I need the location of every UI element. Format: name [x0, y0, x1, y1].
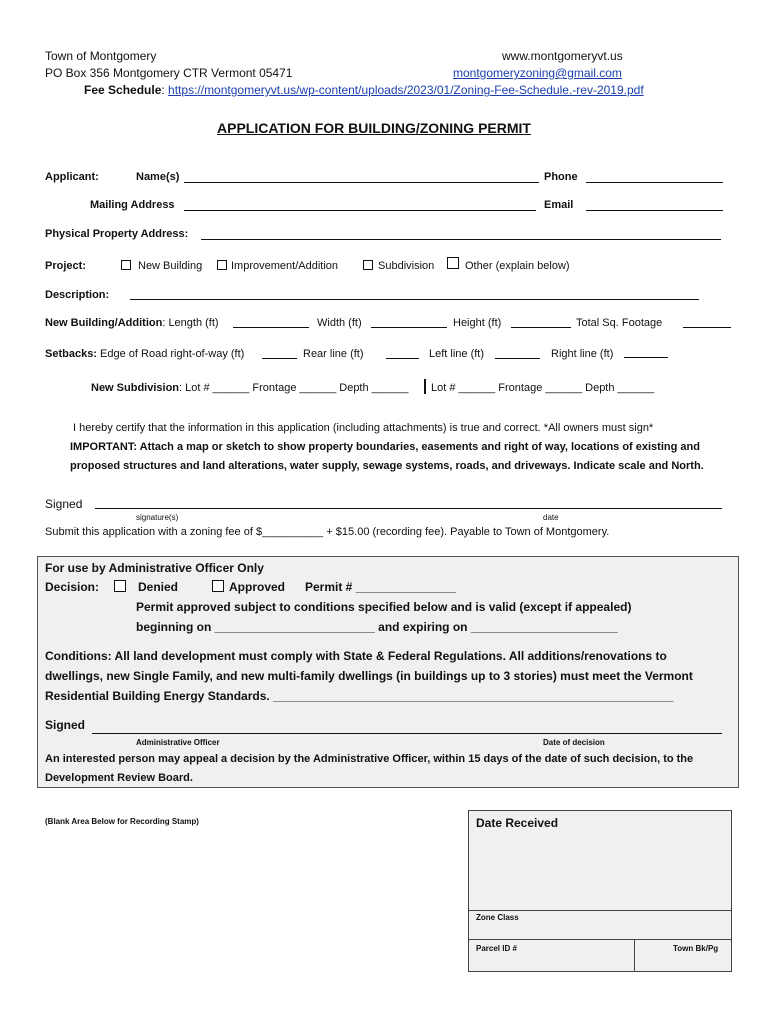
width-field[interactable]: [371, 327, 447, 328]
appeal-line-1: An interested person may appeal a decision by the Administrative Officer, within 15 days of the date of such decision, to the: [45, 753, 694, 765]
town-name: Town of Montgomery: [45, 49, 157, 63]
email-link[interactable]: montgomeryzoning@gmail.com: [453, 66, 622, 80]
approved-checkbox[interactable]: [212, 580, 224, 592]
email-field[interactable]: [586, 210, 723, 211]
parcel-vertical-divider: [634, 939, 635, 972]
fee-schedule-link[interactable]: https://montgomeryvt.us/wp-content/uploads/2023/01/Zoning-Fee-Schedule.-rev-2019.pdf: [168, 83, 644, 97]
right-field[interactable]: [624, 357, 668, 358]
beginning-line: beginning on ________________________ and expiring on ______________________: [136, 620, 618, 634]
date-received-label: Date Received: [476, 816, 559, 830]
improvement-option: Improvement/Addition: [231, 260, 338, 272]
approved-label: Approved: [229, 580, 286, 594]
right-label: Right line (ft): [551, 348, 614, 360]
signed-label: Signed: [45, 497, 83, 511]
subdivision-row: [91, 382, 408, 394]
subdivision-text-2: Lot # ______ Frontage ______ Depth ______: [431, 382, 655, 394]
parcel-label: Parcel ID #: [476, 944, 517, 953]
width-label: Width (ft): [317, 317, 362, 329]
fee-schedule-line: Fee Schedule: https://montgomeryvt.us/wp-content/uploads/2023/01/Zoning-Fee-Schedule.-rev-2019.pdf: [84, 83, 644, 97]
improvement-checkbox[interactable]: [217, 260, 227, 270]
certify-text: I hereby certify that the information in this application (including attachments) is true and correct. *All owners must sign*: [73, 422, 654, 434]
zone-class-divider: [468, 910, 732, 911]
page-title: APPLICATION FOR BUILDING/ZONING PERMIT: [217, 120, 531, 136]
signature-field[interactable]: [95, 508, 722, 509]
new-building-label: New Building/Addition: [45, 317, 163, 329]
new-building-row: [45, 317, 219, 329]
email-label: Email: [544, 199, 574, 211]
length-label: : Length (ft): [162, 317, 219, 329]
other-checkbox[interactable]: [447, 257, 459, 269]
property-field[interactable]: [201, 239, 721, 240]
names-label: Name(s): [136, 171, 180, 183]
important-line-1: IMPORTANT: Attach a map or sketch to show property boundaries, easements and right of way, locations of existing and: [70, 441, 700, 453]
rear-label: Rear line (ft): [303, 348, 364, 360]
left-field[interactable]: [495, 358, 540, 359]
admin-heading: For use by Administrative Officer Only: [45, 561, 264, 575]
project-label: Project:: [45, 260, 86, 272]
signatures-caption: signature(s): [136, 513, 179, 522]
parcel-divider: [468, 939, 732, 940]
road-field[interactable]: [262, 358, 297, 359]
description-field[interactable]: [130, 299, 699, 300]
description-label: Description:: [45, 289, 110, 301]
date-caption: date: [543, 513, 559, 522]
conditions-3: Residential Building Energy Standards. ____________________________________________________________: [45, 689, 674, 703]
conditions-line: Permit approved subject to conditions specified below and is valid (except if appealed): [136, 600, 632, 614]
website[interactable]: www.montgomeryvt.us: [502, 49, 623, 63]
setbacks-label: Setbacks:: [45, 348, 97, 360]
zone-class-label: Zone Class: [476, 913, 519, 922]
names-field[interactable]: [184, 182, 539, 183]
subdivision-label: New Subdivision: [91, 382, 180, 394]
left-label: Left line (ft): [429, 348, 485, 360]
admin-signed-label: Signed: [45, 718, 86, 732]
denied-label: Denied: [138, 580, 179, 594]
important-line-2: proposed structures and land alterations, water supply, sewage systems, roads, and driveways. Indicate scale and North.: [70, 460, 704, 472]
subdivision-checkbox[interactable]: [363, 260, 373, 270]
officer-caption: Administrative Officer: [136, 738, 220, 747]
phone-field[interactable]: [586, 182, 723, 183]
phone-label: Phone: [544, 171, 578, 183]
total-field[interactable]: [683, 327, 731, 328]
fee-label: Fee Schedule: [84, 83, 162, 97]
other-option: Other (explain below): [465, 260, 570, 272]
property-label: Physical Property Address:: [45, 228, 189, 240]
rear-field[interactable]: [386, 358, 419, 359]
setbacks-row: [45, 348, 244, 360]
town-bk-label: Town Bk/Pg: [673, 944, 719, 953]
conditions-2: dwellings, new Single Family, and new multi-family dwellings (in buildings up to 3 stories) must meet the Vermont: [45, 669, 693, 683]
stamp-note: (Blank Area Below for Recording Stamp): [45, 817, 199, 826]
height-field[interactable]: [511, 327, 571, 328]
appeal-line-2: Development Review Board.: [45, 772, 193, 784]
total-label: Total Sq. Footage: [576, 317, 663, 329]
new-building-option: New Building: [138, 260, 203, 272]
subdivision-divider: [424, 379, 426, 394]
conditions-1: Conditions: All land development must comply with State & Federal Regulations. All additions/renovations to: [45, 649, 667, 663]
height-label: Height (ft): [453, 317, 502, 329]
submit-text: Submit this application with a zoning fee of $__________ + $15.00 (recording fee). Payable to Town of Montgomery.: [45, 526, 610, 538]
mailing-label: Mailing Address: [90, 199, 175, 211]
road-label: Edge of Road right-of-way (ft): [100, 348, 245, 360]
decision-label: Decision:: [45, 580, 100, 594]
subdivision-option: Subdivision: [378, 260, 435, 272]
admin-signature-field[interactable]: [92, 733, 722, 734]
length-field[interactable]: [233, 327, 309, 328]
date-decision-caption: Date of decision: [543, 738, 605, 747]
mailing-field[interactable]: [184, 210, 536, 211]
new-building-checkbox[interactable]: [121, 260, 131, 270]
subdivision-text-1: : Lot # ______ Frontage ______ Depth ______: [179, 382, 409, 394]
denied-checkbox[interactable]: [114, 580, 126, 592]
permit-number: Permit # _______________: [305, 580, 456, 594]
applicant-label: Applicant:: [45, 171, 99, 183]
mailing-address: PO Box 356 Montgomery CTR Vermont 05471: [45, 66, 293, 80]
